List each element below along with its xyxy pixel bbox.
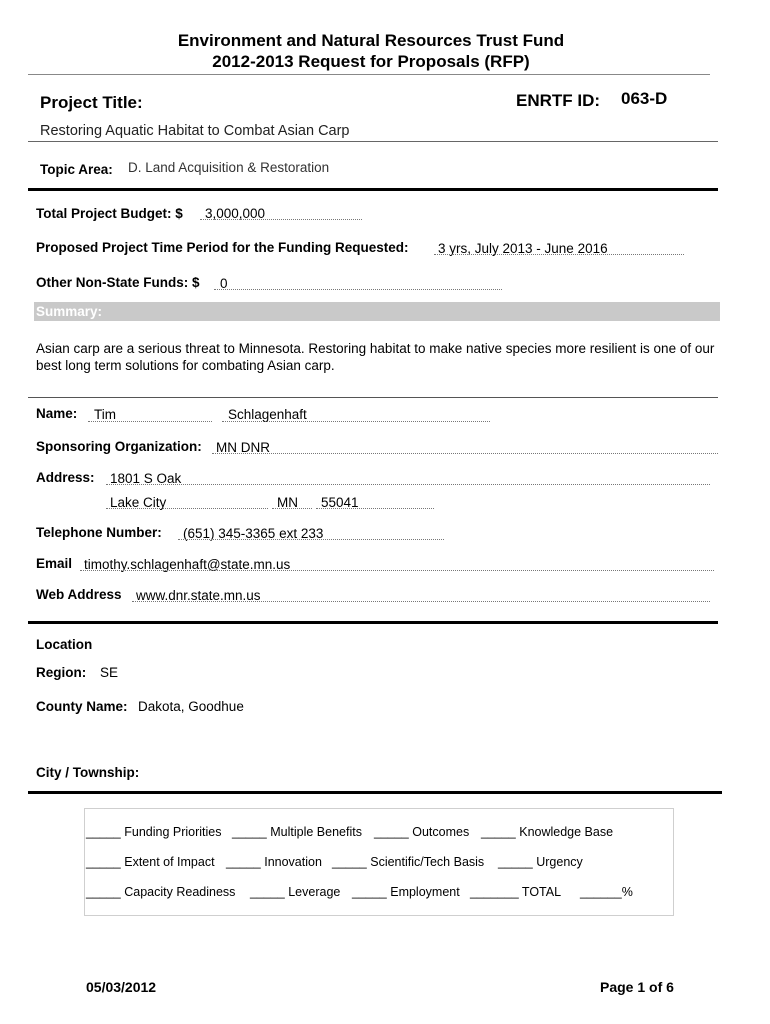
region-value[interactable]: SE: [100, 665, 119, 680]
first-name-line: [88, 421, 212, 422]
score-innovation: _____ Innovation: [226, 855, 322, 869]
time-period-value[interactable]: 3 yrs, July 2013 - June 2016: [438, 241, 608, 256]
score-multiple-benefits: _____ Multiple Benefits: [232, 825, 362, 839]
summary-label: Summary:: [36, 304, 103, 319]
non-state-funds-value[interactable]: 0: [220, 276, 228, 291]
section-rule-1: [28, 188, 718, 191]
score-scientific-tech-basis: _____ Scientific/Tech Basis: [332, 855, 485, 869]
enrtf-id-label: ENRTF ID:: [516, 91, 601, 110]
region-label: Region:: [36, 665, 87, 680]
state-line: [272, 508, 312, 509]
score-employment: _____ Employment: [352, 885, 460, 899]
city-value[interactable]: Lake City: [110, 495, 167, 510]
project-title-value[interactable]: Restoring Aquatic Habitat to Combat Asian Carp: [40, 123, 350, 139]
summary-bar: [34, 302, 720, 321]
score-knowledge-base: _____ Knowledge Base: [481, 825, 614, 839]
score-extent-of-impact: _____ Extent of Impact: [86, 855, 215, 869]
first-name-value[interactable]: Tim: [94, 407, 116, 422]
score-capacity-readiness: _____ Capacity Readiness: [86, 885, 236, 899]
city-line: [106, 508, 268, 509]
score-leverage: _____ Leverage: [250, 885, 341, 899]
topic-area-value[interactable]: D. Land Acquisition & Restoration: [128, 160, 330, 175]
zip-line: [316, 508, 434, 509]
telephone-label: Telephone Number:: [36, 525, 162, 540]
score-outcomes: _____ Outcomes: [374, 825, 470, 839]
email-label: Email: [36, 556, 73, 571]
topic-area-label: Topic Area:: [40, 162, 113, 177]
city-township-label: City / Township:: [36, 765, 140, 780]
score-total: _______ TOTAL: [470, 885, 562, 899]
street-line: [106, 484, 710, 485]
non-state-funds-label: Other Non-State Funds: $: [36, 275, 200, 290]
non-state-funds-line: [214, 289, 502, 290]
zip-value[interactable]: 55041: [321, 495, 359, 510]
header-rule: [28, 74, 710, 75]
document-subtitle: 2012-2013 Request for Proposals (RFP): [212, 52, 530, 71]
state-value[interactable]: MN: [277, 495, 298, 510]
total-budget-label: Total Project Budget: $: [36, 206, 183, 221]
section-rule-4: [28, 791, 722, 794]
score-urgency: _____ Urgency: [498, 855, 583, 869]
sponsor-org-value[interactable]: MN DNR: [216, 440, 270, 455]
name-label: Name:: [36, 406, 78, 421]
time-period-label: Proposed Project Time Period for the Funding Requested:: [36, 240, 409, 255]
county-name-label: County Name:: [36, 699, 128, 714]
document-title: Environment and Natural Resources Trust Fund: [177, 31, 565, 50]
summary-text[interactable]: Asian carp are a serious threat to Minnesota. Restoring habitat to make native species more resilient is one of our best long term solutions for combating Asian carp.: [36, 341, 715, 373]
total-budget-line: [200, 219, 362, 220]
sponsor-org-label: Sponsoring Organization:: [36, 439, 202, 454]
time-period-line: [434, 254, 684, 255]
last-name-value[interactable]: Schlagenhaft: [228, 407, 307, 422]
score-percent: ______%: [580, 885, 633, 899]
web-address-label: Web Address: [36, 587, 122, 602]
footer-page-number: Page 1 of 6: [600, 979, 674, 995]
section-rule-3: [28, 621, 718, 624]
sponsor-org-line: [212, 453, 718, 454]
title-underline: [28, 141, 718, 142]
county-name-value[interactable]: Dakota, Goodhue: [138, 699, 244, 714]
email-line: [80, 570, 714, 571]
address-label: Address:: [36, 470, 95, 485]
total-budget-value[interactable]: 3,000,000: [205, 206, 266, 221]
score-funding-priorities: _____ Funding Priorities: [86, 825, 222, 839]
project-title-label: Project Title:: [40, 93, 143, 112]
web-address-line: [132, 601, 710, 602]
enrtf-id-value: 063-D: [621, 89, 668, 108]
section-rule-2: [28, 397, 718, 398]
footer-date: 05/03/2012: [86, 979, 157, 995]
email-value[interactable]: timothy.schlagenhaft@state.mn.us: [84, 557, 291, 572]
telephone-line: [178, 539, 444, 540]
location-heading: Location: [36, 637, 93, 652]
last-name-line: [222, 421, 490, 422]
web-address-value[interactable]: www.dnr.state.mn.us: [136, 588, 261, 603]
street-value[interactable]: 1801 S Oak: [110, 471, 182, 486]
telephone-value[interactable]: (651) 345-3365 ext 233: [183, 526, 324, 541]
